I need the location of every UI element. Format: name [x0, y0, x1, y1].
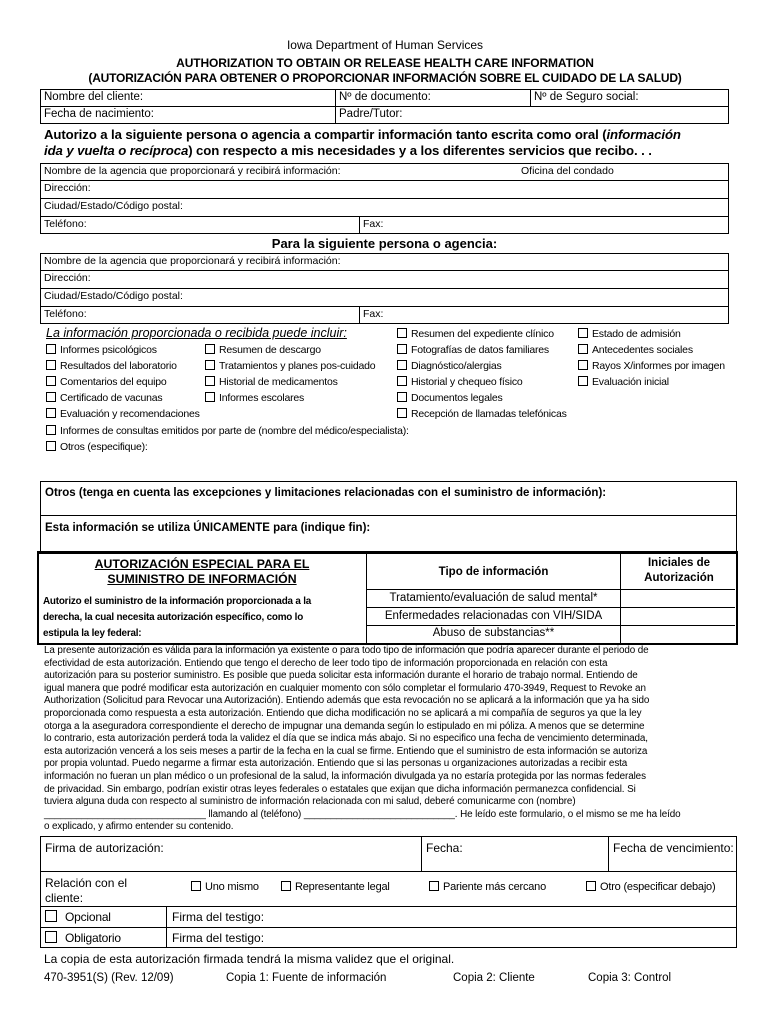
- checkbox-aftercare-plans[interactable]: Tratamientos y planes pos-cuidado: [205, 360, 375, 373]
- initials-header: Iniciales de Autorización: [644, 557, 714, 584]
- checkbox-icon: [205, 344, 215, 354]
- checkbox-icon: [46, 441, 56, 451]
- date-label: Fecha:: [426, 841, 463, 855]
- agency1-name-field[interactable]: [40, 163, 729, 181]
- agency2-name-field[interactable]: [40, 253, 729, 271]
- checkbox-diagnosis-allergies[interactable]: Diagnóstico/alergias: [397, 360, 502, 373]
- relation-label: Relación con el cliente:: [45, 876, 128, 905]
- copy-validity-note: La copia de esta autorización firmada tendrá la misma validez que el original.: [44, 952, 455, 966]
- checkbox-icon: [397, 344, 407, 354]
- agency2-name-label: Nombre de la agencia que proporcionará y recibirá información:: [44, 255, 341, 267]
- info-type-table: [366, 554, 736, 643]
- checkbox-social-history[interactable]: Antecedentes sociales: [578, 344, 693, 357]
- exceptions-label: Otros (tenga en cuenta las excepciones y limitaciones relacionadas con el suministro de información):: [45, 487, 607, 499]
- witness-signature-label: Firma del testigo:: [172, 931, 265, 945]
- checkbox-xray-reports[interactable]: Rayos X/informes por imagen: [578, 360, 725, 373]
- checkbox-icon: [578, 360, 588, 370]
- checkbox-consult-reports[interactable]: Informes de consultas emitidos por parte de (nombre del médico/especialista):: [46, 425, 409, 438]
- checkbox-icon: [205, 376, 215, 386]
- checkbox-initial-evaluation[interactable]: Evaluación inicial: [578, 376, 669, 389]
- checkbox-icon: [191, 881, 201, 891]
- agency2-heading: Para la siguiente persona o agencia:: [271, 236, 498, 251]
- purpose-label: Esta información se utiliza ÚNICAMENTE para (indique fin):: [45, 522, 371, 534]
- agency2-address-field[interactable]: [40, 270, 729, 289]
- agency1-city-label: Ciudad/Estado/Código postal:: [44, 200, 183, 212]
- checkbox-clinical-summary[interactable]: Resumen del expediente clínico: [397, 328, 554, 341]
- checkbox-icon: [397, 408, 407, 418]
- info-include-heading: La información proporcionada o recibida puede incluir:: [46, 326, 347, 340]
- agency1-fax-field[interactable]: [359, 216, 729, 234]
- checkbox-icon: [45, 931, 57, 943]
- document-number-label: Nº de documento:: [339, 91, 431, 103]
- form-title-en: AUTHORIZATION TO OBTAIN OR RELEASE HEALTH CARE INFORMATION: [176, 56, 594, 70]
- checkbox-icon: [578, 328, 588, 338]
- agency1-address-label: Dirección:: [44, 182, 91, 194]
- guardian-label: Padre/Tutor:: [339, 108, 403, 120]
- checkbox-lab-results[interactable]: Resultados del laboratorio: [46, 360, 177, 373]
- checkbox-legal-representative[interactable]: Representante legal: [281, 881, 390, 894]
- info-type-mental-health: Tratamiento/evaluación de salud mental*: [389, 592, 598, 604]
- checkbox-legal-documents[interactable]: Documentos legales: [397, 392, 503, 405]
- info-type-hiv: Enfermedades relacionadas con VIH/SIDA: [384, 610, 603, 622]
- checkbox-self[interactable]: Uno mismo: [191, 881, 259, 894]
- authorize-statement: Autorizo a la siguiente persona o agencia a compartir información tanto escrita como oral (información ida y vuelta o recíproca) con respecto a mis necesidades y a los diferentes servicios que recibo. . .: [44, 127, 681, 158]
- copy-3-label: Copia 3: Control: [588, 972, 672, 984]
- info-type-header: Tipo de información: [438, 566, 549, 578]
- copy-2-label: Copia 2: Cliente: [453, 972, 535, 984]
- checkbox-icon: [397, 360, 407, 370]
- checkbox-admission-status[interactable]: Estado de admisión: [578, 328, 681, 341]
- checkbox-medication-history[interactable]: Historial de medicamentos: [205, 376, 338, 389]
- form-title-es: (AUTORIZACIÓN PARA OBTENER O PROPORCIONAR INFORMACIÓN SOBRE EL CUIDADO DE LA SALUD): [88, 71, 682, 85]
- agency2-address-label: Dirección:: [44, 272, 91, 284]
- initials-input-hiv[interactable]: [621, 608, 735, 625]
- checkbox-psych-reports[interactable]: Informes psicológicos: [46, 344, 157, 357]
- special-authorization-box: [37, 551, 738, 645]
- authorization-signature-field[interactable]: [41, 837, 421, 871]
- client-name-field[interactable]: [40, 89, 336, 107]
- agency-name: Iowa Department of Human Services: [286, 38, 484, 52]
- checkbox-icon: [397, 376, 407, 386]
- agency1-phone-label: Teléfono:: [44, 218, 87, 230]
- checkbox-team-comments[interactable]: Comentarios del equipo: [46, 376, 167, 389]
- county-office-label: Oficina del condado: [521, 165, 614, 177]
- expiry-date-field[interactable]: [609, 837, 736, 871]
- checkbox-icon: [45, 910, 57, 922]
- checkbox-icon: [46, 392, 56, 402]
- checkbox-mandatory[interactable]: Obligatorio: [45, 931, 121, 945]
- checkbox-discharge-summary[interactable]: Resumen de descargo: [205, 344, 321, 357]
- checkbox-icon: [281, 881, 291, 891]
- client-name-label: Nombre del cliente:: [44, 91, 144, 103]
- checkbox-icon: [46, 408, 56, 418]
- agency2-fax-label: Fax:: [363, 308, 384, 320]
- checkbox-icon: [205, 392, 215, 402]
- checkbox-physical-history[interactable]: Historial y chequeo físico: [397, 376, 523, 389]
- checkbox-icon: [429, 881, 439, 891]
- checkbox-icon: [46, 360, 56, 370]
- checkbox-school-reports[interactable]: Informes escolares: [205, 392, 304, 405]
- checkbox-icon: [578, 376, 588, 386]
- authorization-signature-label: Firma de autorización:: [45, 841, 164, 855]
- checkbox-vaccine-cert[interactable]: Certificado de vacunas: [46, 392, 162, 405]
- checkbox-phone-calls[interactable]: Recepción de llamadas telefónicas: [397, 408, 567, 421]
- agency1-city-field[interactable]: [40, 198, 729, 217]
- hline: [41, 871, 736, 872]
- witness-signature-field-2[interactable]: [167, 928, 736, 948]
- witness-signature-label: Firma del testigo:: [172, 910, 265, 924]
- agency1-name-label: Nombre de la agencia que proporcionará y recibirá información:: [44, 165, 341, 177]
- legal-paragraph: La presente autorización es válida para la información ya existente o para todo tipo de información que podría aparecer durante el periodo de efectividad de esta autorización. Entiendo que tengo el derecho de leer todo tipo de información proporcionada en relación con esta autorización para su posterior suministro. Es posible que pueda solicitar esta información durante el horario de trabajo normal. Entiendo de igual manera que podré modificar esta autorización en cualquier momento con sólo completar el formulario 470-3949, Request to Revoke an Authorization (Solicitud para Revocar una Autorización). Entiendo además que esta revocación no se aplicará a la información que ya ha sido proporcionada como respuesta a esta autorización. Entiendo que dicha modificación no se aplicará a mi compañía de seguros ya que la ley otorga a la aseguradora correspondiente el derecho de impugnar una demanda según lo estipulado en mi póliza. A menos que se determine lo contrario, esta autorización perderá toda la validez el día que se indica más abajo. Si no especifico una fecha de vencimiento determinada, esta autorización vencerá a los seis meses a partir de la fecha en la cual se firme. Entiendo que el suministro de esta información se autoriza por propia voluntad. Puedo negarme a firmar esta autorización. Entiendo que si las personas u organizaciones autorizadas a recibir esta información no fueran un plan médico o un profesional de la salud, la información divulgada ya no estaría protegida por las normas federales de privacidad. Sin embargo, podrían existir otras leyes federales o estatales que exijan que dicha información permanezca confidencial. Si tuviera alguna duda con respecto al suministro de información relacionada con mi salud, deberé comunicarme con (nombre) ______________________________ llamando al (teléfono) ____________________________. He leído este formulario, o el mismo se me ha leído o explicado, y afirmo entender su contenido.: [44, 645, 681, 833]
- agency2-city-field[interactable]: [40, 288, 729, 307]
- checkbox-evaluation[interactable]: Evaluación y recomendaciones: [46, 408, 200, 421]
- initials-input-mental-health[interactable]: [621, 590, 735, 607]
- agency2-city-label: Ciudad/Estado/Código postal:: [44, 290, 183, 302]
- checkbox-icon: [46, 376, 56, 386]
- special-auth-heading: AUTORIZACIÓN ESPECIAL PARA EL SUMINISTRO DE INFORMACIÓN: [94, 557, 310, 586]
- checkbox-optional[interactable]: Opcional: [45, 910, 111, 924]
- agency2-phone-label: Teléfono:: [44, 308, 87, 320]
- agency1-fax-label: Fax:: [363, 218, 384, 230]
- checkbox-icon: [46, 425, 56, 435]
- form-number: 470-3951(S) (Rev. 12/09): [44, 972, 174, 984]
- birth-date-label: Fecha de nacimiento:: [44, 108, 154, 120]
- initials-input-substance[interactable]: [621, 626, 735, 643]
- ssn-label: Nº de Seguro social:: [534, 91, 639, 103]
- checkbox-icon: [205, 360, 215, 370]
- agency1-address-field[interactable]: [40, 180, 729, 199]
- agency1-phone-field[interactable]: [40, 216, 360, 234]
- witness-signature-field-1[interactable]: [167, 907, 736, 927]
- checkbox-icon: [586, 881, 596, 891]
- document-number-field[interactable]: [335, 89, 531, 107]
- checkbox-family-photos[interactable]: Fotografías de datos familiares: [397, 344, 549, 357]
- date-field[interactable]: [422, 837, 609, 871]
- checkbox-next-of-kin[interactable]: Pariente más cercano: [429, 881, 546, 894]
- special-auth-description: Autorizo el suministro de la información proporcionada a la derecha, la cual necesita autorización específico, como lo estipula la ley federal:: [43, 596, 312, 639]
- birth-date-field[interactable]: [40, 106, 336, 124]
- checkbox-icon: [46, 344, 56, 354]
- checkbox-icon: [397, 328, 407, 338]
- agency2-fax-field[interactable]: [359, 306, 729, 324]
- ssn-field[interactable]: [530, 89, 729, 107]
- checkbox-icon: [578, 344, 588, 354]
- signature-grid: [40, 836, 737, 948]
- exceptions-box[interactable]: [40, 481, 737, 552]
- copy-1-label: Copia 1: Fuente de información: [226, 972, 387, 984]
- info-type-substance: Abuso de substancias**: [432, 627, 555, 639]
- exceptions-divider: [41, 515, 736, 516]
- checkbox-other-specify[interactable]: Otros (especifique):: [46, 441, 148, 454]
- guardian-field[interactable]: [335, 106, 729, 124]
- checkbox-icon: [397, 392, 407, 402]
- expiry-date-label: Fecha de vencimiento:: [613, 841, 734, 855]
- checkbox-other-relation[interactable]: Otro (especificar debajo): [586, 881, 715, 894]
- agency2-phone-field[interactable]: [40, 306, 360, 324]
